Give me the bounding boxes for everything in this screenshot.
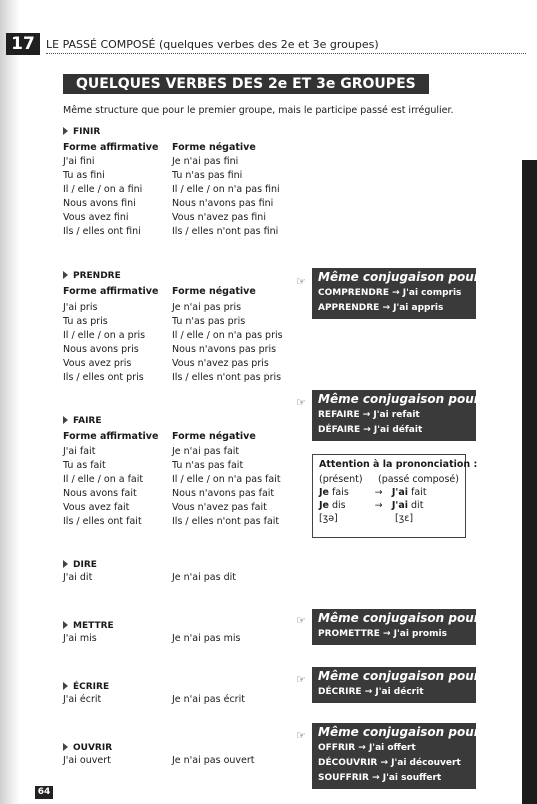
pronunciation-ipa-row (319, 512, 459, 525)
finir-negative-list (172, 155, 280, 239)
conjugation-line: Vous n'avez pas fait (172, 502, 267, 513)
pointing-hand-icon: ☞ (296, 275, 306, 288)
conjugation-line: Je n'ai pas fini (172, 156, 239, 167)
box-item: DÉCRIRE → J'ai décrit (318, 687, 424, 697)
verb-heading-ouvrir: OUVRIR (63, 743, 112, 753)
pronunciation-box (312, 454, 478, 538)
intro-text: Même structure que pour le premier groupe, mais le participe passé est irrégulier. (63, 105, 454, 116)
column-heading-negative: Forme négative (172, 142, 256, 153)
conjugation-line: Nous n'avons pas pris (172, 344, 277, 355)
verb-heading-prendre: PRENDRE (63, 271, 121, 281)
conjugation-line: J'ai pris (63, 302, 98, 313)
conjugation-line: J'ai fini (63, 156, 95, 167)
conjugation-line: Nous avons fini (63, 198, 136, 209)
passe-compose-label: (passé composé) (378, 474, 459, 485)
verb-form: fais (332, 487, 349, 498)
conjugation-line: Ils / elles ont pris (63, 372, 144, 383)
finir-affirmative-list (63, 155, 142, 239)
faire-affirmative-list (63, 445, 143, 529)
verb-heading-faire: FAIRE (63, 416, 102, 426)
prendre-negative-list (172, 301, 283, 385)
box-item: DÉCOUVRIR → J'ai découvert (318, 758, 461, 768)
conjugation-line: Vous n'avez pas pris (172, 358, 269, 369)
verb-heading-ecrire: ÉCRIRE (63, 682, 109, 692)
participle: fait (411, 487, 427, 498)
conjugation-line: Ils / elles n'ont pas fini (172, 226, 279, 237)
conjugation-line: Tu n'as pas fini (172, 170, 243, 181)
pronunciation-title: Attention à la prononciation : (319, 459, 478, 470)
box-item: REFAIRE → J'ai refait (318, 410, 420, 420)
verb-heading-mettre: METTRE (63, 621, 114, 631)
arrow-icon: → (374, 500, 383, 511)
auxiliary: J'ai (391, 487, 408, 498)
conjugation-line: Ils / elles ont fait (63, 516, 142, 527)
section-title: QUELQUES VERBES DES 2e ET 3e GROUPES (63, 74, 429, 94)
dire-negative: Je n'ai pas dit (172, 572, 236, 583)
mettre-negative: Je n'ai pas mis (172, 633, 241, 644)
mettre-affirmative: J'ai mis (63, 633, 97, 644)
header-rule (46, 53, 526, 54)
pronunciation-row (319, 499, 459, 512)
chapter-number: 17 (6, 33, 40, 55)
conjugation-line: Vous avez fini (63, 212, 129, 223)
pointing-hand-icon: ☞ (296, 729, 306, 742)
pronunciation-row (319, 486, 459, 499)
box-title: Même conjugaison pour : (318, 270, 489, 284)
ecrire-affirmative: J'ai écrit (63, 694, 102, 705)
column-heading-negative: Forme négative (172, 431, 256, 442)
triangle-bullet-icon (63, 621, 68, 629)
conjugation-line: Tu as pris (63, 316, 108, 327)
verb-heading-finir: FINIR (63, 127, 100, 137)
conjugation-line: Nous avons fait (63, 488, 137, 499)
conjugation-line: Tu as fini (63, 170, 105, 181)
conjugation-line: Vous avez pris (63, 358, 132, 369)
triangle-bullet-icon (63, 682, 68, 690)
pronoun: Je (319, 487, 329, 498)
column-heading-negative: Forme négative (172, 286, 256, 297)
page-binding-shadow (0, 0, 20, 804)
verb-form: dis (332, 500, 346, 511)
ouvrir-affirmative: J'ai ouvert (63, 755, 111, 766)
conjugation-line: Nous n'avons pas fini (172, 198, 274, 209)
box-title: Même conjugaison pour : (318, 392, 489, 406)
box-title: Même conjugaison pour : (318, 611, 489, 625)
conjugation-line: Ils / elles n'ont pas pris (172, 372, 282, 383)
column-heading-affirmative: Forme affirmative (63, 286, 159, 297)
page-edge-bar (522, 160, 537, 804)
conjugation-line: Vous n'avez pas fini (172, 212, 266, 223)
conjugation-line: J'ai fait (63, 446, 96, 457)
ecrire-negative: Je n'ai pas écrit (172, 694, 245, 705)
box-title: Même conjugaison pour : (318, 669, 489, 683)
box-item: COMPRENDRE → J'ai compris (318, 288, 462, 298)
box-title: Même conjugaison pour : (318, 725, 489, 739)
triangle-bullet-icon (63, 560, 68, 568)
pronunciation-header-row (319, 473, 459, 486)
conjugation-line: Il / elle / on a pris (63, 330, 146, 341)
box-item: DÉFAIRE → J'ai défait (318, 425, 423, 435)
triangle-bullet-icon (63, 743, 68, 751)
arrow-icon: → (374, 487, 383, 498)
pointing-hand-icon: ☞ (296, 673, 306, 686)
verb-heading-dire: DIRE (63, 560, 97, 570)
conjugation-line: Nous avons pris (63, 344, 139, 355)
participle: dit (411, 500, 424, 511)
conjugation-line: Il / elle / on n'a pas pris (172, 330, 283, 341)
pointing-hand-icon: ☞ (296, 396, 306, 409)
ipa-left: [ʒə] (319, 513, 338, 524)
box-item: PROMETTRE → J'ai promis (318, 629, 447, 639)
conjugation-line: Je n'ai pas fait (172, 446, 240, 457)
running-title: LE PASSÉ COMPOSÉ (quelques verbes des 2e et 3e groupes) (46, 38, 379, 51)
conjugation-line: Ils / elles n'ont pas fait (172, 516, 280, 527)
conjugation-line: Tu as fait (63, 460, 106, 471)
auxiliary: J'ai (391, 500, 408, 511)
ipa-right: [ʒɛ] (395, 513, 414, 524)
faire-negative-list (172, 445, 281, 529)
same-conjugation-box-prendre (312, 268, 489, 319)
column-heading-affirmative: Forme affirmative (63, 142, 159, 153)
ouvrir-negative: Je n'ai pas ouvert (172, 755, 255, 766)
box-item: SOUFFRIR → J'ai souffert (318, 773, 442, 783)
conjugation-line: Il / elle / on n'a pas fait (172, 474, 281, 485)
conjugation-line: Tu n'as pas fait (172, 460, 244, 471)
box-item: OFFRIR → J'ai offert (318, 743, 416, 753)
pronoun: Je (319, 500, 329, 511)
prendre-affirmative-list (63, 301, 145, 385)
triangle-bullet-icon (63, 271, 68, 279)
conjugation-line: Vous avez fait (63, 502, 130, 513)
conjugation-line: Nous n'avons pas fait (172, 488, 275, 499)
triangle-bullet-icon (63, 416, 68, 424)
same-conjugation-box-ecrire (312, 667, 489, 703)
conjugation-line: Tu n'as pas pris (172, 316, 246, 327)
conjugation-line: Il / elle / on n'a pas fini (172, 184, 280, 195)
conjugation-line: Je n'ai pas pris (172, 302, 242, 313)
pointing-hand-icon: ☞ (296, 614, 306, 627)
conjugation-line: Ils / elles ont fini (63, 226, 141, 237)
same-conjugation-box-faire (312, 390, 489, 441)
same-conjugation-box-mettre (312, 609, 489, 645)
present-label: (présent) (319, 474, 363, 485)
conjugation-line: Il / elle / on a fini (63, 184, 143, 195)
triangle-bullet-icon (63, 127, 68, 135)
page-number: 64 (35, 786, 53, 799)
dire-affirmative: J'ai dit (63, 572, 93, 583)
same-conjugation-box-ouvrir (312, 723, 489, 789)
column-heading-affirmative: Forme affirmative (63, 431, 159, 442)
conjugation-line: Il / elle / on a fait (63, 474, 144, 485)
box-item: APPRENDRE → J'ai appris (318, 303, 444, 313)
